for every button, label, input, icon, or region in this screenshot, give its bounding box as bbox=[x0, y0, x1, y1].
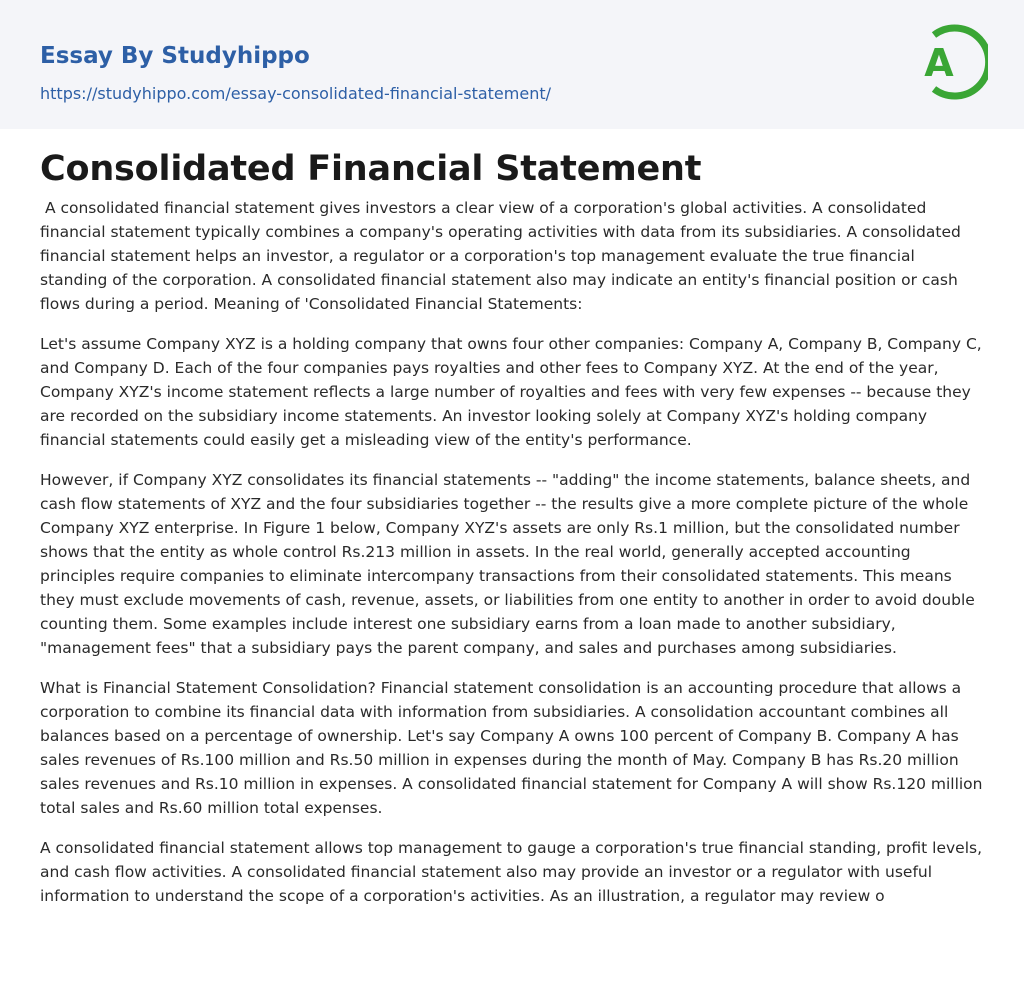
logo-letter: A bbox=[924, 41, 954, 85]
paragraph-2: Let's assume Company XYZ is a holding company that owns four other companies: Company A, Company B, Company C, and Company D. Each of the four companies pays royalties and other fees to Company XYZ. At the end of the year, Company XYZ's income statement reflects a large number of royalties and fees with very few expenses -- because they are recorded on the subsidiary income statements. An investor looking solely at Company XYZ's holding company financial statements could easily get a misleading view of the entity's performance. bbox=[40, 335, 987, 449]
studyhippo-logo-icon[interactable] bbox=[912, 18, 988, 106]
source-url-link[interactable]: https://studyhippo.com/essay-consolidated-financial-statement/ bbox=[40, 84, 552, 103]
paragraph-5: A consolidated financial statement allows top management to gauge a corporation's true financial standing, profit levels, and cash flow activities. A consolidated financial statement also may provide an investor or a regulator with useful information to understand the scope of a corporation's activities. As an illustration, a regulator may review o bbox=[40, 839, 987, 905]
site-brand[interactable]: Essay By Studyhippo bbox=[40, 43, 310, 69]
paragraph-4: What is Financial Statement Consolidation? Financial statement consolidation is an accounting procedure that allows a corporation to combine its financial data with information from subsidiaries. A consolidation accountant combines all balances based on a percentage of ownership. Let's say Company A owns 100 percent of Company B. Company A has sales revenues of Rs.100 million and Rs.50 million in expenses during the month of May. Company B has Rs.20 million sales revenues and Rs.10 million in expenses. A consolidated financial statement for Company A will show Rs.120 million total sales and Rs.60 million total expenses. bbox=[40, 679, 988, 817]
paragraph-1: A consolidated financial statement gives investors a clear view of a corporation's global activities. A consolidated financial statement typically combines a company's operating activities with data from its subsidiaries. A consolidated financial statement helps an investor, a regulator or a corporation's top management evaluate the true financial standing of the corporation. A consolidated financial statement also may indicate an entity's financial position or cash flows during a period. Meaning of 'Consolidated Financial Statements: bbox=[40, 199, 966, 313]
article bbox=[40, 146, 988, 924]
paragraph-3: However, if Company XYZ consolidates its financial statements -- "adding" the income statements, balance sheets, and cash flow statements of XYZ and the four subsidiaries together -- the results give a more complete picture of the whole Company XYZ enterprise. In Figure 1 below, Company XYZ's assets are only Rs.1 million, but the consolidated number shows that the entity as whole control Rs.213 million in assets. In the real world, generally accepted accounting principles require companies to eliminate intercompany transactions from their consolidated statements. This means they must exclude movements of cash, revenue, assets, or liabilities from one entity to another in order to avoid double counting them. Some examples include interest one subsidiary earns from a loan made to another subsidiary, "management fees" that a subsidiary pays the parent company, and sales and purchases among subsidiaries. bbox=[40, 471, 980, 657]
site-header bbox=[0, 0, 1024, 129]
page-title: Consolidated Financial Statement bbox=[40, 149, 702, 189]
